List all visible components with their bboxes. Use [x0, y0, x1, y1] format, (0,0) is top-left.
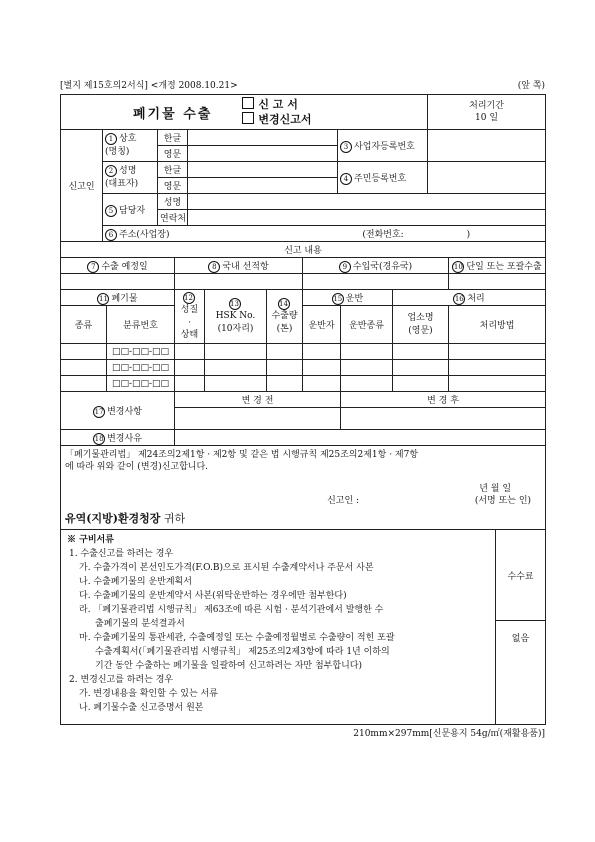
name-korean-label: 한글 [158, 130, 188, 146]
type-header: 종류 [61, 306, 107, 344]
facility-header: 업소명 (영문) [393, 306, 449, 344]
honorific: 귀하 [163, 511, 186, 525]
after-label: 변 경 후 [341, 392, 546, 408]
domestic-port-field[interactable] [175, 274, 303, 290]
statement-text-2: 에 따라 위와 같이 (변경)신고합니다. [65, 462, 209, 473]
form-topline [60, 78, 545, 91]
before-label: 변 경 전 [175, 392, 341, 408]
fee-label: 수수료 [496, 530, 546, 620]
class-no-header: 분류번호 [107, 306, 175, 344]
waste-header: 11 폐기물 [61, 290, 175, 306]
manager-name-field[interactable] [188, 194, 546, 210]
report-table [60, 242, 546, 530]
circled-number-icon: 1 [105, 133, 117, 145]
circled-number-icon: 8 [208, 261, 220, 273]
after-field[interactable] [341, 408, 546, 430]
import-country-field[interactable] [303, 274, 449, 290]
name-label-cell: 1 상호 (명칭) [103, 130, 158, 162]
statement-applicant: 신고인 : [327, 496, 360, 507]
fee-value: 없음 [496, 621, 546, 725]
transport-header: 15 운반 [303, 290, 393, 306]
resident-no-label-cell: 4 주민등록번호 [338, 162, 428, 194]
doc-line: 기간 동안 수출하는 폐기물을 일괄하여 신고하려는 자만 첨부합니다) [95, 661, 362, 672]
table-row [61, 360, 546, 376]
addressee: 유역(지방)환경청장 [65, 511, 161, 525]
manager-label-cell: 5 담당자 [103, 194, 158, 226]
manager-name-label: 성명 [158, 194, 188, 210]
title-applicant-table [60, 94, 546, 242]
circled-number-icon: 16 [454, 294, 464, 303]
paper-spec: 210mm×297mm[신문용지 54g/㎡(재활용품)] [353, 729, 545, 739]
biz-no-field[interactable] [428, 130, 546, 162]
doc-line: 가. 수출가격이 본선인도가격(F.O.B)으로 표시된 수출계약서나 주문서 사본 [79, 563, 374, 574]
statement-date: 년 월 일 [479, 484, 512, 495]
report-option: 신 고 서 [258, 98, 298, 111]
quantity-header: 14 수출량 (톤) [267, 290, 303, 344]
statement-text-1: 「폐기물관리법」 제24조의2제1항 · 제2항 및 같은 법 시행규칙 제25조의2제1항 · 제7항 [65, 450, 419, 460]
circled-number-icon: 14 [279, 300, 288, 309]
circled-number-icon: 4 [340, 173, 352, 185]
doc-line: 나. 수출폐기물의 운반계획서 [79, 577, 192, 588]
address-label: 주소(사업장) [119, 229, 170, 240]
rep-korean-label: 한글 [158, 162, 188, 178]
form-title: 폐기물 수출 [133, 106, 213, 122]
transport-type-header: 운반종류 [341, 306, 393, 344]
class-no-boxes[interactable]: □□-□□-□□ [107, 344, 175, 360]
name-english-label: 영문 [158, 146, 188, 162]
doc-line: 수출계획서(「폐기물관리법 시행규칙」 제25조의2제3항에 따라 1년 이하의 [95, 647, 390, 658]
statement-sign: (서명 또는 인) [474, 496, 532, 507]
circled-number-icon: 7 [87, 261, 99, 273]
table-row [61, 376, 546, 392]
page-side: (앞 쪽) [517, 81, 545, 91]
rep-english-label: 영문 [158, 178, 188, 194]
applicant-group-label: 신고인 [61, 130, 103, 242]
treatment-header: 16 처리 [393, 290, 546, 306]
change-report-option: 변경신고서 [258, 113, 312, 126]
method-header: 처리방법 [449, 306, 546, 344]
doc-line: 다. 수출폐기물의 운반계약서 사본(위탁운반하는 경우에만 첨부한다) [79, 591, 347, 602]
required-docs-heading: ※ 구비서류 [67, 535, 114, 546]
before-field[interactable] [175, 408, 341, 430]
circled-number-icon: 6 [105, 229, 117, 241]
change-report-checkbox[interactable] [242, 112, 254, 124]
doc-line: 2. 변경신고를 하려는 경우 [69, 675, 174, 686]
export-mode-label: 10 단일 또는 포괄수출 [449, 258, 546, 274]
statement-cell [61, 446, 546, 530]
carrier-header: 운반자 [303, 306, 341, 344]
phone-label: (전화번호: [362, 229, 404, 240]
doc-line: 1. 수출신고를 하려는 경우 [69, 549, 174, 560]
name-korean-field[interactable] [188, 130, 338, 146]
circled-number-icon: 5 [105, 205, 117, 217]
biz-no-label-cell: 3 사업자등록번호 [338, 130, 428, 162]
circled-number-icon: 13 [230, 300, 239, 309]
change-items-label: 17 변경사항 [61, 392, 175, 430]
circled-number-icon: 11 [98, 294, 108, 303]
doc-line: 마. 수출폐기물의 통관세관, 수출예정일 또는 수출예정월별로 수출량이 적힌 포괄 [79, 633, 395, 644]
export-mode-field[interactable] [449, 274, 546, 290]
circled-number-icon: 3 [340, 141, 352, 153]
change-reason-field[interactable] [175, 430, 546, 446]
doc-line: 라. 「폐기물관리법 시행규칙」 제63조에 따른 시험 · 분석기관에서 발행한 수 [79, 605, 384, 616]
processing-period-label: 처리기간 [469, 100, 504, 111]
required-docs-table [60, 530, 546, 725]
circled-number-icon: 2 [105, 165, 117, 177]
import-country-label: 9 수입국(경유국) [303, 258, 449, 274]
class-no-boxes[interactable]: □□-□□-□□ [107, 376, 175, 392]
doc-line: 가. 변경내용을 확인할 수 있는 서류 [79, 689, 218, 700]
class-no-boxes[interactable]: □□-□□-□□ [107, 360, 175, 376]
resident-no-field[interactable] [428, 162, 546, 194]
address-row[interactable] [103, 226, 546, 242]
change-reason-label: 18 변경사유 [61, 430, 175, 446]
processing-period-cell [428, 95, 546, 130]
name-english-field[interactable] [188, 146, 338, 162]
circled-number-icon: 18 [94, 434, 104, 443]
doc-line: 출폐기물의 분석결과서 [95, 619, 185, 630]
doc-line: 나. 폐기물수출 신고증명서 원본 [79, 703, 204, 714]
report-checkbox[interactable] [242, 97, 254, 109]
circled-number-icon: 17 [94, 407, 104, 416]
report-section-label: 신고 내용 [61, 242, 546, 258]
rep-label-cell: 2 성명 (대표자) [103, 162, 158, 194]
export-date-field[interactable] [61, 274, 175, 290]
table-row [61, 344, 546, 360]
required-docs-cell [61, 530, 496, 725]
manager-contact-label: 연락처 [158, 210, 188, 226]
processing-period-value: 10 일 [475, 113, 499, 123]
circled-number-icon: 12 [184, 294, 193, 303]
manager-contact-field[interactable] [188, 210, 546, 226]
title-cell [61, 95, 428, 130]
form-reference: [별지 제15호의2서식] <개정 2008.10.21> [60, 81, 238, 91]
rep-korean-field[interactable] [188, 162, 338, 178]
nature-state-header: 12 성질 · 상태 [175, 290, 205, 344]
hsk-header: 13 HSK No. (10자리) [205, 290, 267, 344]
rep-english-field[interactable] [188, 178, 338, 194]
circled-number-icon: 9 [339, 261, 351, 273]
domestic-port-label: 8 국내 선적항 [175, 258, 303, 274]
form-page [60, 78, 545, 725]
phone-close: ) [466, 229, 471, 240]
export-date-label: 7 수출 예정일 [61, 258, 175, 274]
circled-number-icon: 10 [453, 262, 463, 271]
circled-number-icon: 15 [333, 294, 343, 303]
